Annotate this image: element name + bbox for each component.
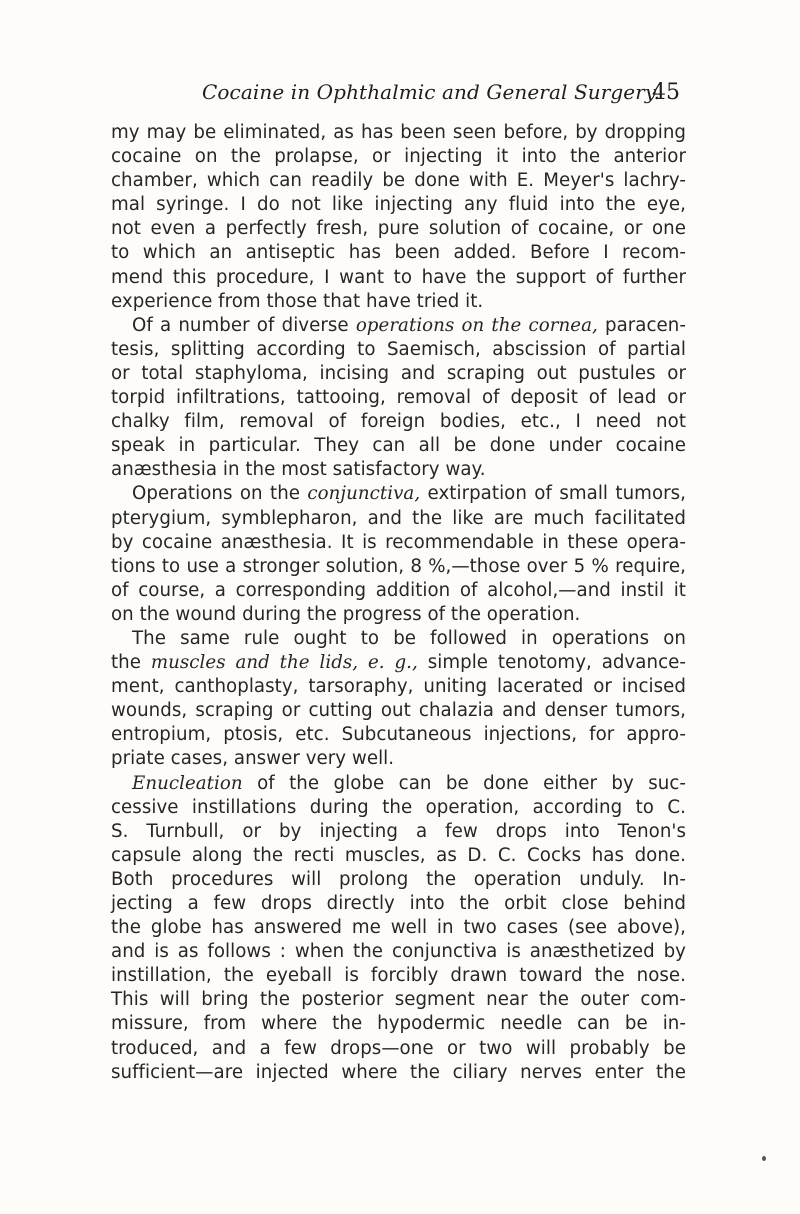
text-line (111, 531, 686, 555)
text-segment: experience from those that have tried it. (111, 290, 484, 312)
text-segment: not even a perfectly fresh, pure solution of cocaine, or one (111, 218, 686, 240)
text-line (111, 579, 686, 603)
text-segment: jecting a few drops directly into the orbit close behind (111, 893, 686, 914)
text-segment: torpid infiltrations, tattooing, removal of deposit of lead or (111, 387, 686, 409)
text-line (111, 868, 686, 892)
text-segment: tions to use a stronger solution, 8 %,—those over 5 % require, (111, 555, 686, 577)
text-line (111, 892, 686, 916)
text-segment: Of a number of diverse (132, 314, 356, 336)
text-line (111, 193, 686, 217)
text-segment: the globe has answered me well in two cases (see above), (111, 917, 686, 939)
text-segment: speak in particular. They can all be done under cocaine (111, 435, 686, 457)
text-line (111, 1012, 686, 1036)
text-segment: cocaine on the prolapse, or injecting it into the anterior (111, 146, 686, 168)
text-line (111, 386, 686, 410)
text-segment: Both procedures will prolong the operation unduly. In- (111, 868, 686, 890)
text-line (111, 217, 686, 241)
text-line (111, 266, 686, 290)
text-segment: to which an antiseptic has been added. Before I recom- (111, 242, 686, 264)
text-segment: This will bring the posterior segment near the outer com- (111, 989, 686, 1011)
text-segment: and is as follows : when the conjunctiva is anæsthetized by (111, 941, 686, 963)
text-line (111, 603, 686, 627)
text-segment: cessive instillations during the operation, according to C. (111, 796, 686, 818)
text-line (111, 241, 686, 265)
text-line (111, 747, 686, 771)
text-line (111, 796, 686, 820)
text-segment: of course, a corresponding addition of alcohol,—and instil it (111, 579, 686, 601)
text-line (111, 290, 686, 314)
text-segment: by cocaine anæsthesia. It is recommendable in these opera- (111, 531, 686, 553)
text-segment: missure, from where the hypodermic needle can be in- (111, 1013, 686, 1035)
text-segment: chalky film, removal of foreign bodies, etc., I need not (111, 411, 686, 433)
text-segment: the (111, 652, 151, 674)
text-segment: capsule along the recti muscles, as D. C. Cocks has done. (111, 844, 686, 866)
text-segment: instillation, the eyeball is forcibly drawn toward the nose. (111, 965, 686, 987)
text-line (111, 675, 686, 699)
text-line (111, 169, 686, 193)
italic-text: conjunctiva, (307, 483, 421, 505)
text-segment: chamber, which can readily be done with E. Meyer's lachry- (111, 170, 686, 192)
text-segment: on the wound during the progress of the operation. (111, 603, 581, 625)
text-segment: or total staphyloma, incising and scraping out pustules or (111, 362, 686, 384)
text-segment: wounds, scraping or cutting out chalazia and denser tumors, (111, 700, 686, 722)
text-segment: mend this procedure, I want to have the support of further (111, 266, 686, 288)
text-line (111, 723, 686, 747)
text-segment: priate cases, answer very well. (111, 748, 395, 770)
text-line (111, 1061, 686, 1085)
text-segment: mal syringe. I do not like injecting any fluid into the eye, (111, 194, 686, 216)
text-segment: simple tenotomy, advance- (417, 652, 686, 674)
text-line (111, 121, 686, 145)
text-segment: anæsthesia in the most satisfactory way. (111, 459, 486, 481)
body-text (111, 121, 686, 1085)
text-segment: The same rule ought to be followed in operations on (132, 627, 686, 649)
text-segment: entropium, ptosis, etc. Subcutaneous injections, for appro- (111, 724, 686, 746)
running-title: Cocaine in Ophthalmic and General Surgery. (202, 80, 661, 104)
text-line (111, 507, 686, 531)
text-line (111, 988, 686, 1012)
text-line (111, 458, 686, 482)
text-line (111, 772, 686, 796)
text-line (111, 844, 686, 868)
text-line (111, 820, 686, 844)
text-segment: my may be eliminated, as has been seen before, by dropping (111, 122, 686, 143)
text-segment: ment, canthoplasty, tarsoraphy, uniting lacerated or incised (111, 676, 686, 698)
text-line (111, 314, 686, 338)
italic-text: operations on the cornea, (355, 314, 598, 336)
text-line (111, 410, 686, 434)
text-segment: tesis, splitting according to Saemisch, abscission of partial (111, 338, 686, 360)
text-segment: Operations on the (132, 483, 308, 505)
print-speck (762, 1156, 766, 1161)
text-segment: pterygium, symblepharon, and the like are much facilitated (111, 507, 686, 529)
text-line (111, 362, 686, 386)
text-line (111, 964, 686, 988)
italic-text: muscles and the lids, e. g., (150, 652, 418, 674)
text-line (111, 482, 686, 506)
italic-text: Enucleation (132, 772, 243, 794)
text-line (111, 338, 686, 362)
text-line (111, 916, 686, 940)
text-line (111, 434, 686, 458)
page-header (120, 80, 680, 110)
text-segment: of the globe can be done either by suc- (242, 772, 686, 794)
text-line (111, 651, 686, 675)
text-segment: sufficient—are injected where the ciliary nerves enter the (111, 1061, 686, 1083)
page-number: 45 (652, 80, 680, 105)
text-segment: paracen- (597, 314, 686, 336)
text-line (111, 627, 686, 651)
text-segment: S. Turnbull, or by injecting a few drops into Tenon's (111, 820, 686, 842)
text-segment: extirpation of small tumors, (420, 483, 687, 505)
text-line (111, 145, 686, 169)
text-segment: troduced, and a few drops—one or two will probably be (111, 1037, 686, 1059)
text-line (111, 699, 686, 723)
text-line (111, 1037, 686, 1061)
text-line (111, 555, 686, 579)
text-line (111, 940, 686, 964)
